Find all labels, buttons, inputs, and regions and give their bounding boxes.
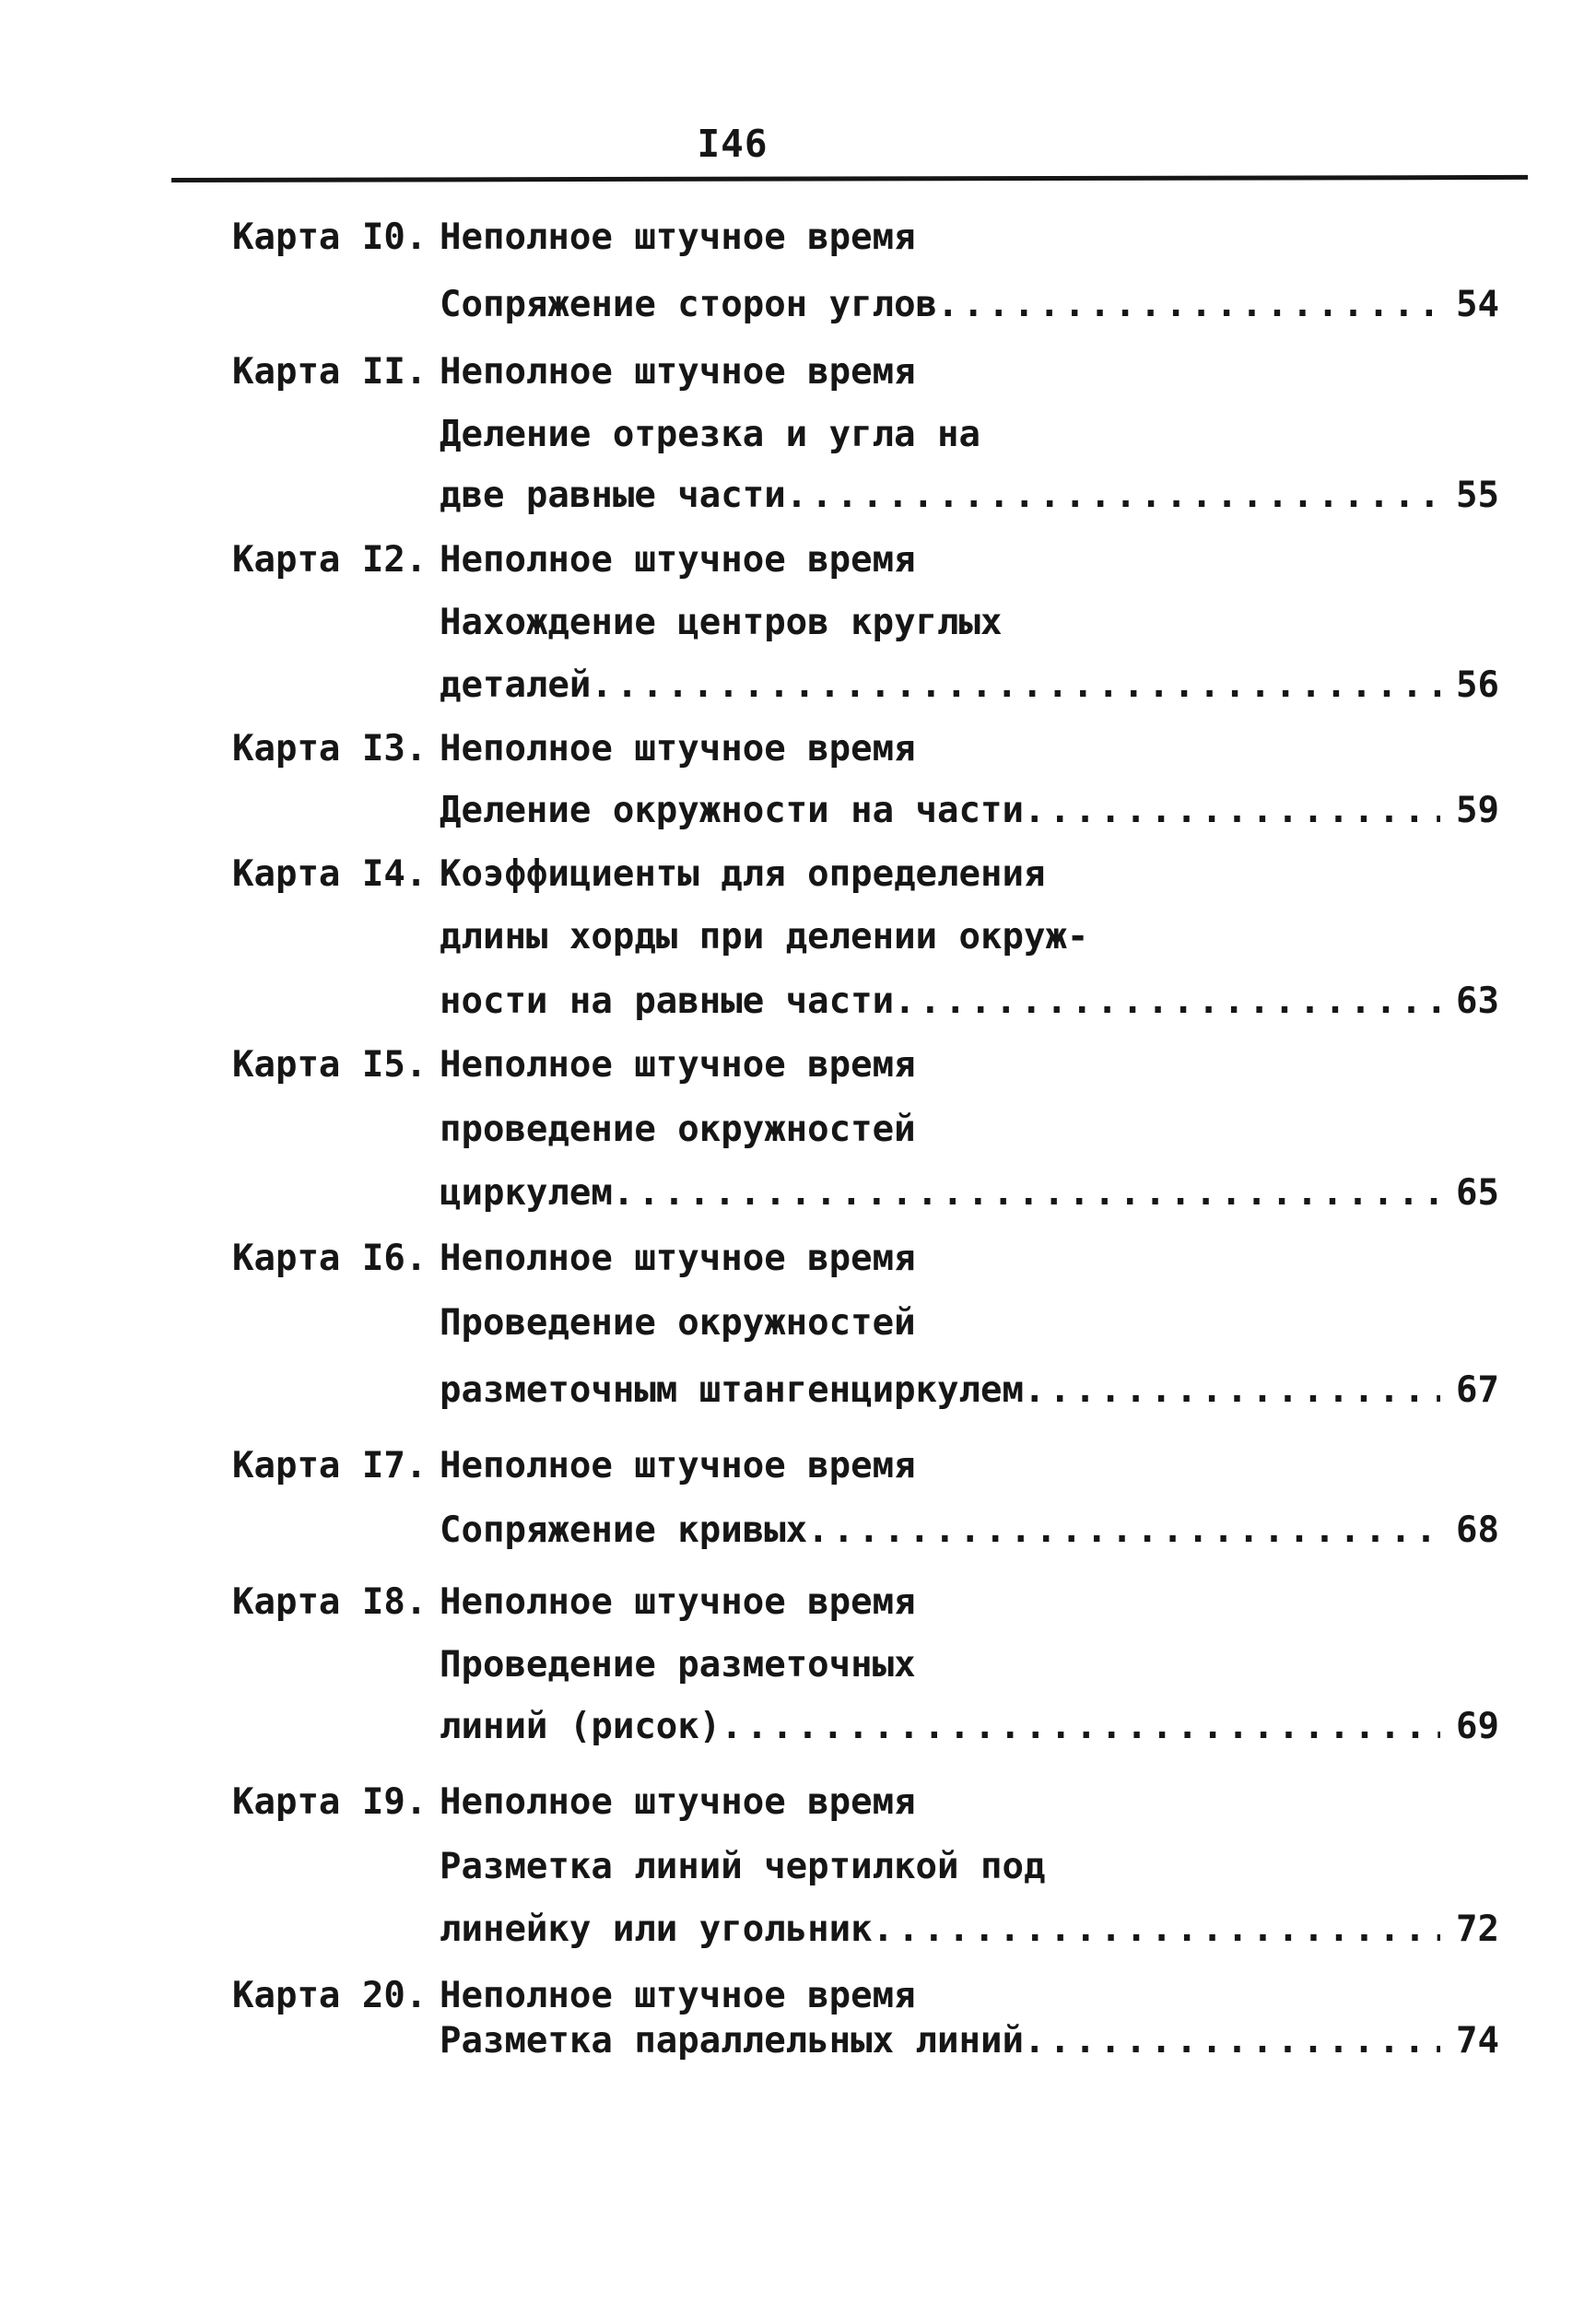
toc-entry-last-line[interactable] (440, 788, 1499, 834)
dot-leader (894, 979, 1440, 1025)
toc-entry-line: Деление отрезка и угла на (440, 414, 980, 455)
toc-entry-line: Неполное штучное время (440, 217, 916, 258)
toc-page-number: 68 (1456, 1509, 1499, 1551)
dot-leader (1024, 1368, 1440, 1414)
toc-page-number: 56 (1456, 664, 1499, 706)
dot-leader (1024, 788, 1440, 834)
toc-entry-last-line[interactable] (440, 473, 1499, 519)
toc-page-number: 59 (1456, 790, 1499, 831)
toc-entry-line: Коэффициенты для определения (440, 853, 1046, 895)
toc-page-number: 74 (1456, 2020, 1499, 2061)
toc-card-label: Карта 20. (232, 1975, 428, 2016)
dot-leader (807, 1508, 1440, 1554)
toc-entry-last-line[interactable] (440, 2018, 1499, 2064)
dot-leader (721, 1704, 1440, 1750)
toc-entry-text: циркулем (440, 1172, 613, 1214)
toc-card-label: Карта I0. (232, 217, 428, 258)
dot-leader (937, 282, 1440, 328)
toc-entry-text: Разметка параллельных линий (440, 2020, 1024, 2061)
toc-entry-line: Нахождение центров круглых (440, 602, 1003, 643)
toc-page-number: 72 (1456, 1909, 1499, 1950)
toc-entry-last-line[interactable] (440, 1508, 1499, 1554)
toc-entry-text: Сопряжение кривых (440, 1509, 808, 1551)
toc-card-label: Карта I8. (232, 1581, 428, 1623)
toc-entry-text: Деление окружности на части (440, 790, 1024, 831)
toc-card-label: Карта I6. (232, 1238, 428, 1279)
dot-leader (786, 473, 1440, 519)
page-number: I46 (697, 122, 769, 166)
toc-entry-text: деталей (440, 664, 592, 706)
toc-entry-line: Неполное штучное время (440, 1581, 916, 1623)
toc-page-number: 65 (1456, 1172, 1499, 1214)
dot-leader (1024, 2018, 1440, 2064)
toc-entry-text: разметочным штангенциркулем (440, 1369, 1024, 1411)
toc-entry-last-line[interactable] (440, 1368, 1499, 1414)
toc-page-number: 54 (1456, 284, 1499, 325)
dot-leader (873, 1907, 1440, 1953)
toc-entry-line: Неполное штучное время (440, 351, 916, 393)
toc-entry-line: Неполное штучное время (440, 1238, 916, 1279)
toc-entry-text: ности на равные части (440, 981, 895, 1022)
toc-entry-line: Неполное штучное время (440, 1044, 916, 1086)
toc-entry-line: Неполное штучное время (440, 1445, 916, 1486)
toc-entry-line: Неполное штучное время (440, 728, 916, 769)
toc-page-number: 69 (1456, 1706, 1499, 1747)
toc-entry-line: Проведение окружностей (440, 1302, 916, 1344)
toc-entry-last-line[interactable] (440, 979, 1499, 1025)
toc-entry-text: Сопряжение сторон углов (440, 284, 938, 325)
toc-page-number: 67 (1456, 1369, 1499, 1411)
toc-entry-text: две равные части (440, 475, 786, 516)
toc-entry-line: Проведение разметочных (440, 1644, 916, 1686)
toc-entry-line: Разметка линий чертилкой под (440, 1846, 1046, 1887)
toc-card-label: Карта I5. (232, 1044, 428, 1086)
toc-page-number: 63 (1456, 981, 1499, 1022)
dot-leader (613, 1170, 1440, 1216)
toc-entry-last-line[interactable] (440, 663, 1499, 709)
toc-entry-line: проведение окружностей (440, 1109, 916, 1150)
toc-entry-last-line[interactable] (440, 1907, 1499, 1953)
toc-card-label: Карта I2. (232, 539, 428, 581)
toc-entry-line: длины хорды при делении окруж- (440, 916, 1089, 957)
toc-card-label: Карта I7. (232, 1445, 428, 1486)
toc-page-number: 55 (1456, 475, 1499, 516)
toc-card-label: Карта I4. (232, 853, 428, 895)
toc-entry-last-line[interactable] (440, 1704, 1499, 1750)
dot-leader (591, 663, 1440, 709)
toc-card-label: Карта I3. (232, 728, 428, 769)
toc-entry-text: линейку или угольник (440, 1909, 873, 1950)
toc-entry-last-line[interactable] (440, 282, 1499, 328)
toc-entry-line: Неполное штучное время (440, 539, 916, 581)
toc-card-label: Карта II. (232, 351, 428, 393)
toc-entry-last-line[interactable] (440, 1170, 1499, 1216)
toc-card-label: Карта I9. (232, 1781, 428, 1823)
toc-entry-text: линий (рисок) (440, 1706, 722, 1747)
toc-entry-line: Неполное штучное время (440, 1781, 916, 1823)
toc-entry-line: Неполное штучное время (440, 1975, 916, 2016)
